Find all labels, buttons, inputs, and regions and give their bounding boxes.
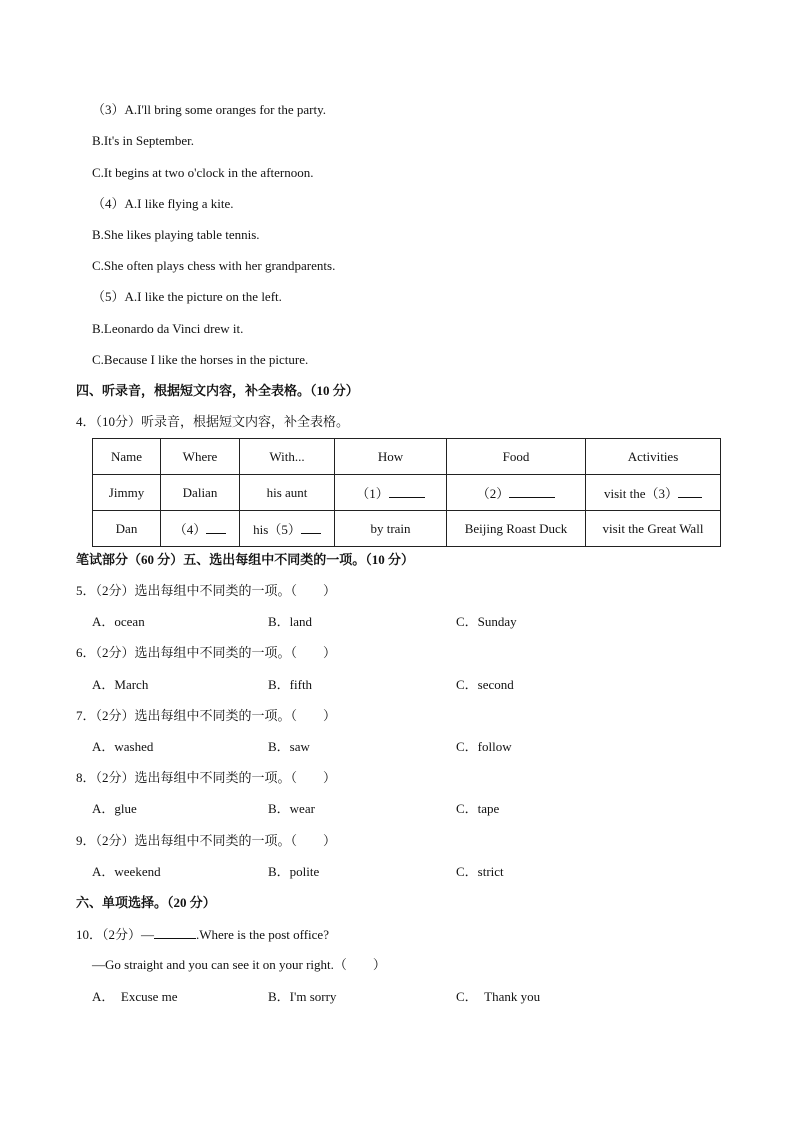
answer-blank-5[interactable] bbox=[301, 521, 321, 534]
q3-option-c: C.It begins at two o'clock in the afternoon. bbox=[92, 165, 314, 180]
section4-heading: 四、听录音，根据短文内容，补全表格。（10 分） bbox=[76, 383, 359, 398]
header-food: Food bbox=[447, 439, 586, 475]
option-c[interactable]: C．tape bbox=[456, 801, 500, 816]
option-a[interactable]: A．ocean bbox=[92, 614, 145, 629]
option-b[interactable]: B．I'm sorry bbox=[268, 989, 337, 1004]
question-line-2: —Go straight and you can see it on your right.（ ） bbox=[92, 957, 386, 972]
option-c[interactable]: C．Sunday bbox=[456, 614, 517, 629]
blank-label: （1） bbox=[356, 486, 389, 501]
cell-name: Dan bbox=[93, 511, 161, 547]
question-stem: 8．（2分）选出每组中不同类的一项。（ ） bbox=[76, 770, 337, 785]
q5-option-a: （5）A.I like the picture on the left. bbox=[92, 289, 282, 304]
stem-prefix: 10．（2分）— bbox=[76, 927, 155, 942]
blank-label: （4） bbox=[173, 522, 207, 537]
cell-with bbox=[240, 511, 335, 547]
answer-blank-1[interactable] bbox=[389, 485, 425, 498]
section5-heading: 笔试部分（60 分）五、选出每组中不同类的一项。（10 分） bbox=[76, 552, 415, 567]
option-b[interactable]: B．fifth bbox=[268, 677, 313, 692]
answer-blank-4[interactable] bbox=[206, 521, 226, 534]
option-b[interactable]: B．land bbox=[268, 614, 313, 629]
blank-label: （2） bbox=[476, 486, 510, 501]
option-c[interactable]: C． Thank you bbox=[456, 989, 541, 1004]
cell-with: his aunt bbox=[240, 475, 335, 511]
option-a[interactable]: A．weekend bbox=[92, 864, 161, 879]
answer-blank[interactable] bbox=[154, 926, 196, 939]
cell-food: Beijing Roast Duck bbox=[447, 511, 586, 547]
question-stem: 9．（2分）选出每组中不同类的一项。（ ） bbox=[76, 833, 337, 848]
option-c[interactable]: C．second bbox=[456, 677, 514, 692]
question-stem bbox=[76, 926, 329, 943]
option-a[interactable]: A． Excuse me bbox=[92, 989, 178, 1004]
option-a[interactable]: A．March bbox=[92, 677, 149, 692]
answer-blank-3[interactable] bbox=[678, 485, 702, 498]
question-stem: 6．（2分）选出每组中不同类的一项。（ ） bbox=[76, 645, 337, 660]
q4-option-b: B.She likes playing table tennis. bbox=[92, 227, 260, 242]
header-where: Where bbox=[161, 439, 240, 475]
option-b[interactable]: B．wear bbox=[268, 801, 315, 816]
q4-option-a: （4）A.I like flying a kite. bbox=[92, 196, 234, 211]
stem-suffix: .Where is the post office? bbox=[196, 927, 329, 942]
q5-option-c: C.Because I like the horses in the picture. bbox=[92, 352, 309, 367]
cell-how bbox=[335, 475, 447, 511]
q4-listening-stem: 4．（10分）听录音，根据短文内容，补全表格。 bbox=[76, 414, 350, 429]
question-stem: 7．（2分）选出每组中不同类的一项。（ ） bbox=[76, 708, 337, 723]
option-c[interactable]: C．follow bbox=[456, 739, 512, 754]
cell-where: Dalian bbox=[161, 475, 240, 511]
blank-label: his（5） bbox=[253, 522, 301, 537]
table-row bbox=[93, 475, 721, 511]
option-c[interactable]: C．strict bbox=[456, 864, 504, 879]
header-how: How bbox=[335, 439, 447, 475]
option-a[interactable]: A．washed bbox=[92, 739, 154, 754]
question-stem: 5．（2分）选出每组中不同类的一项。（ ） bbox=[76, 583, 337, 598]
cell-activities: visit the Great Wall bbox=[586, 511, 721, 547]
header-with: With... bbox=[240, 439, 335, 475]
cell-where bbox=[161, 511, 240, 547]
section6-heading: 六、单项选择。（20 分） bbox=[76, 895, 216, 910]
cell-activities bbox=[586, 475, 721, 511]
q3-option-b: B.It's in September. bbox=[92, 133, 195, 148]
option-b[interactable]: B．saw bbox=[268, 739, 310, 754]
header-name: Name bbox=[93, 439, 161, 475]
option-b[interactable]: B．polite bbox=[268, 864, 320, 879]
blank-label: visit the（3） bbox=[603, 486, 679, 501]
cell-name: Jimmy bbox=[93, 475, 161, 511]
q4-option-c: C.She often plays chess with her grandparents. bbox=[92, 258, 336, 273]
answer-blank-2[interactable] bbox=[509, 485, 555, 498]
cell-how: by train bbox=[335, 511, 447, 547]
table-row bbox=[93, 511, 721, 547]
cell-food bbox=[447, 475, 586, 511]
option-a[interactable]: A．glue bbox=[92, 801, 137, 816]
table-header-row bbox=[93, 439, 721, 475]
listening-table bbox=[92, 438, 721, 547]
header-activities: Activities bbox=[586, 439, 721, 475]
q5-option-b: B.Leonardo da Vinci drew it. bbox=[92, 321, 244, 336]
q3-option-a: （3）A.I'll bring some oranges for the party. bbox=[92, 102, 327, 117]
